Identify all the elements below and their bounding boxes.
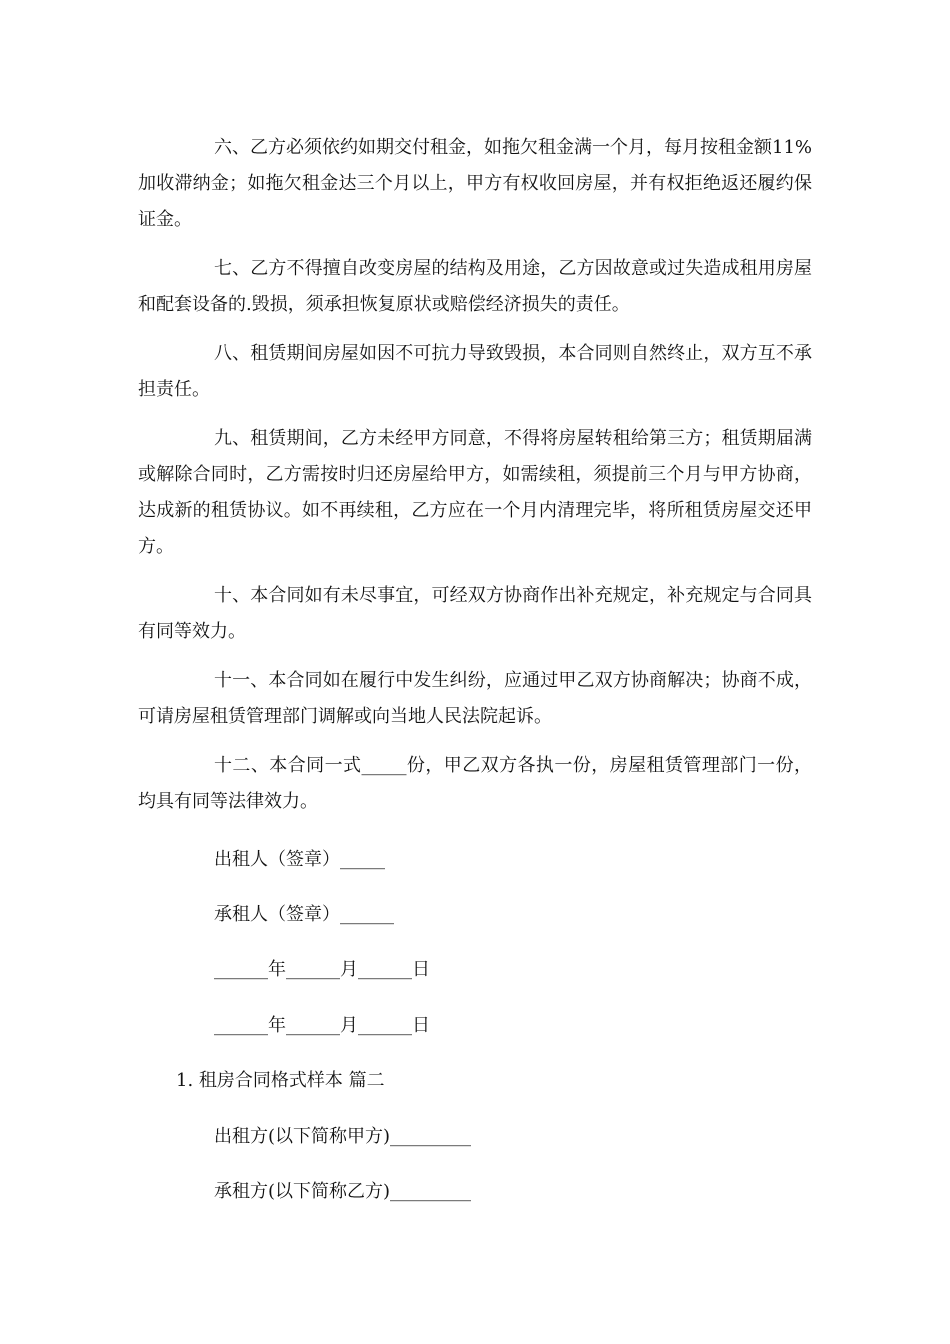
lessee-party-line: 承租方(以下简称乙方)_________ [214,1181,472,1202]
clause-8: 八、租赁期间房屋如因不可抗力导致毁损，本合同则自然终止，双方互不承担责任。 [138,343,812,400]
clause-6: 六、乙方必须依约如期交付租金，如拖欠租金满一个月，每月按租金额11%加收滞纳金；如拖欠租金达三个月以上，甲方有权收回房屋，并有权拒绝返还履约保证金。 [138,137,813,230]
date-line-2: ______年______月______日 [214,1015,430,1036]
clause-9: 九、租赁期间，乙方未经甲方同意，不得将房屋转租给第三方；租赁期届满或解除合同时，乙方需按时归还房屋给甲方，如需续租，须提前三个月与甲方协商，达成新的租赁协议。如不再续租，乙方应在一个月内清理完毕，将所租赁房屋交还甲方。 [138,428,812,557]
clause-12: 十二、本合同一式_____份，甲乙双方各执一份，房屋租赁管理部门一份，均具有同等法律效力。 [138,755,812,812]
lessor-signature-line: 出租人（签章）_____ [214,849,385,870]
lessor-party-line: 出租方(以下简称甲方)_________ [214,1126,472,1147]
clause-11: 十一、本合同如在履行中发生纠纷，应通过甲乙双方协商解决；协商不成，可请房屋租赁管理部门调解或向当地人民法院起诉。 [138,670,812,727]
clause-7: 七、乙方不得擅自改变房屋的结构及用途，乙方因故意或过失造成租用房屋和配套设备的.毁损，须承担恢复原状或赔偿经济损失的责任。 [138,258,812,315]
lessee-signature-line: 承租人（签章）______ [214,904,394,925]
section-heading: 1. 租房合同格式样本 篇二 [176,1070,385,1091]
clause-10: 十、本合同如有未尽事宜，可经双方协商作出补充规定，补充规定与合同具有同等效力。 [138,585,812,642]
date-line-1: ______年______月______日 [214,959,430,980]
